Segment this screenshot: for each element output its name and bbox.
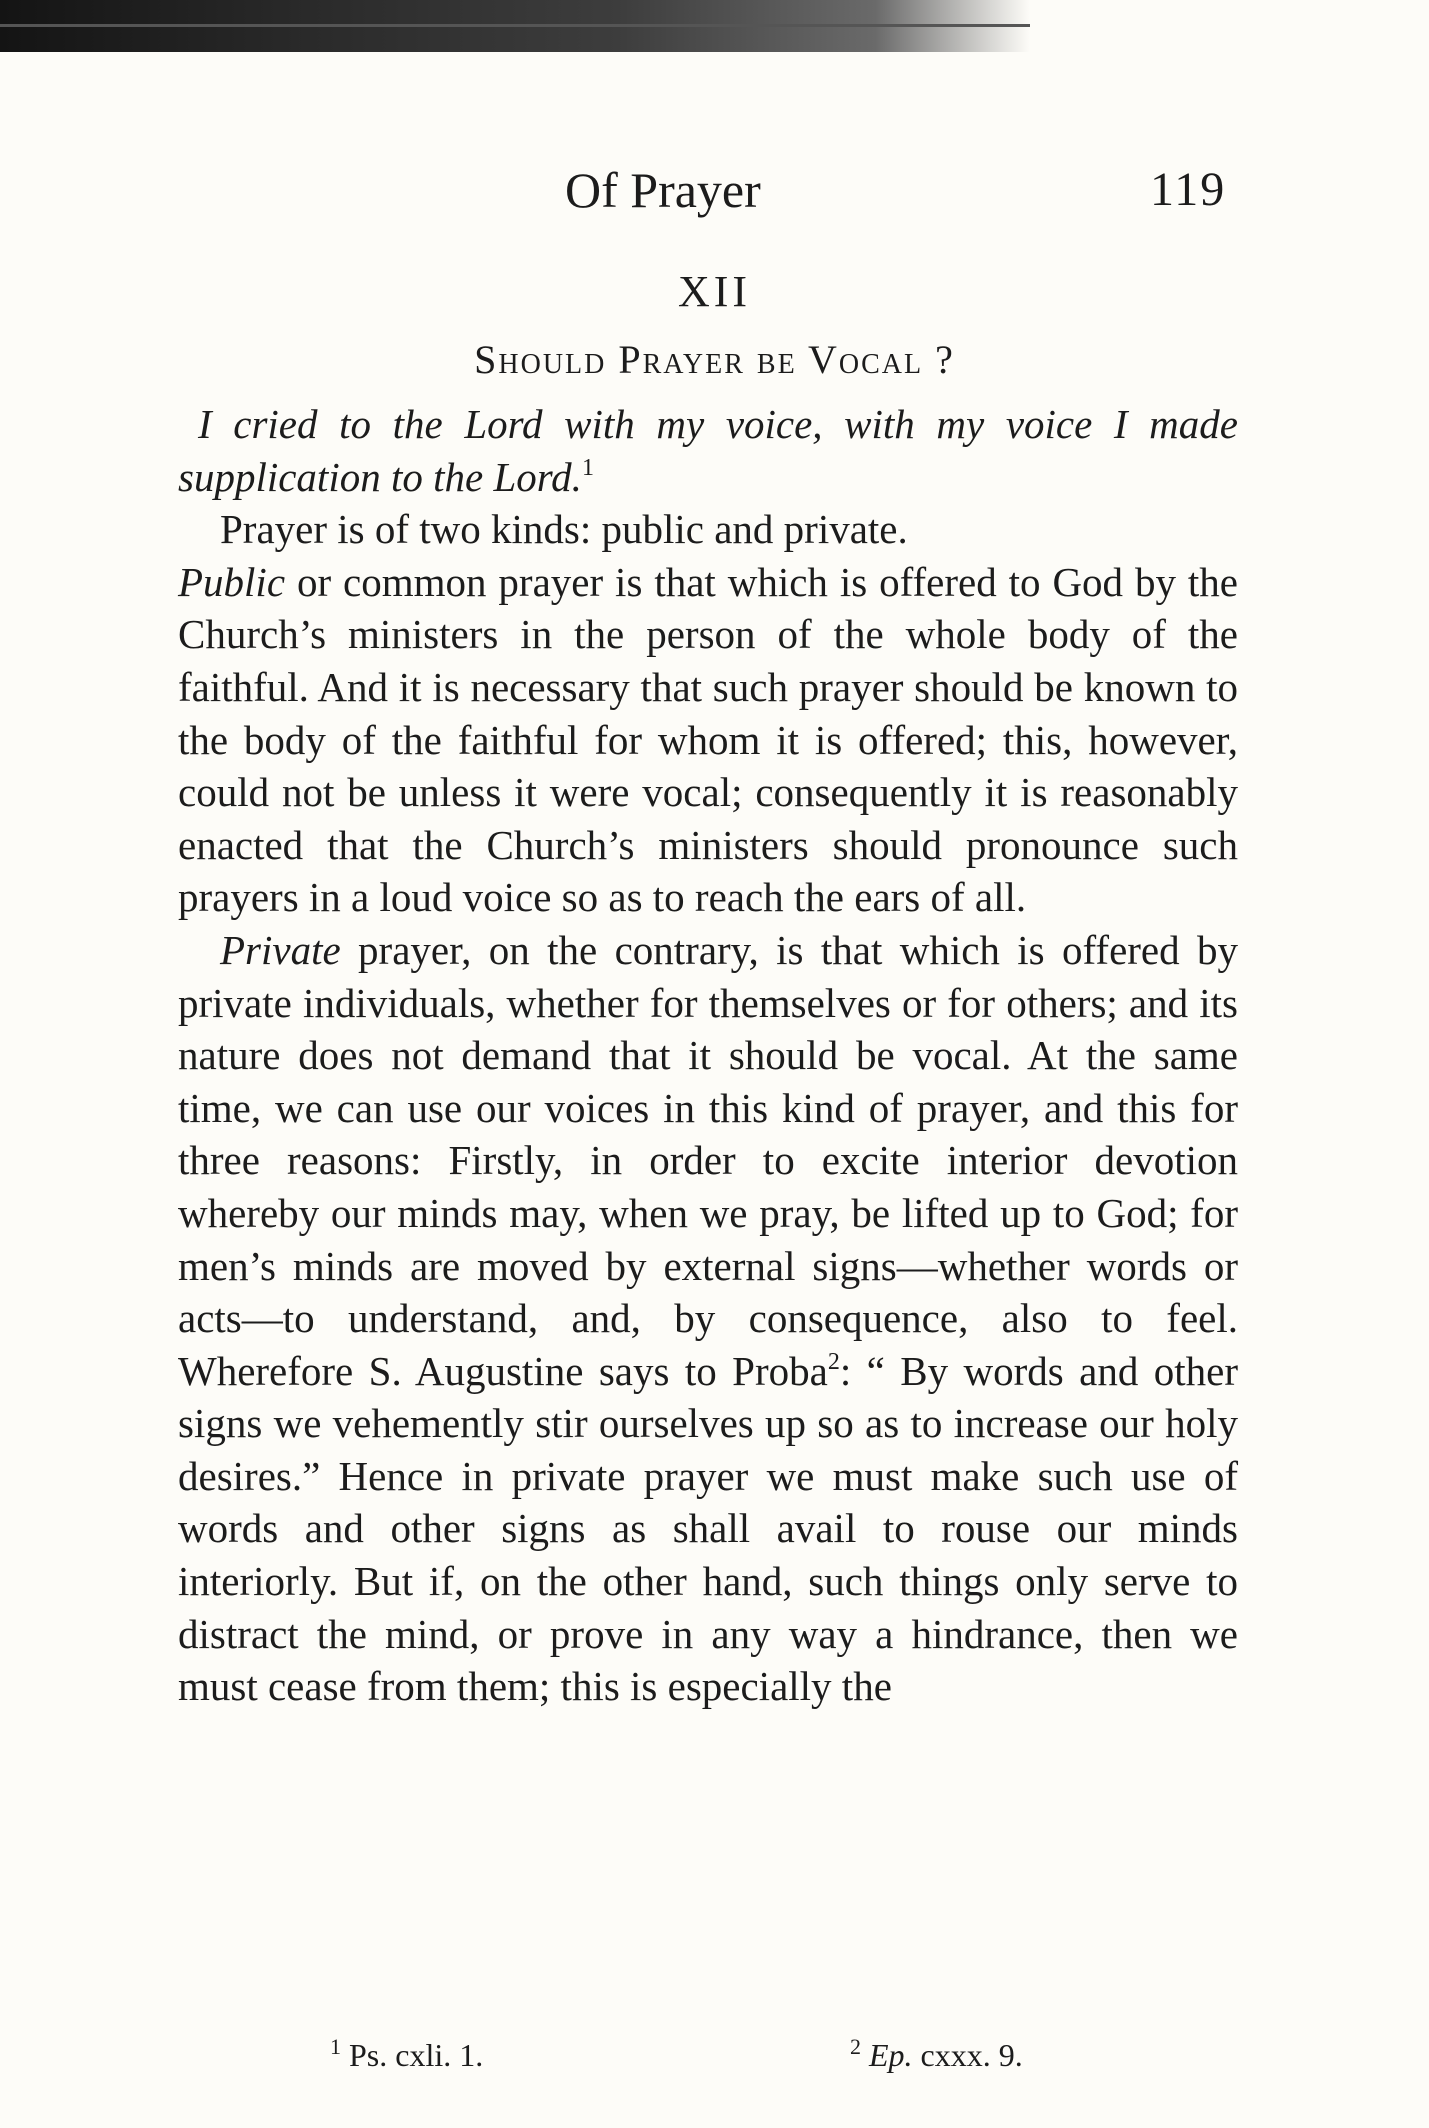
running-head — [0, 155, 1429, 225]
running-title: Of Prayer — [565, 162, 761, 218]
epigraph-text: I cried to the Lord with my voice, with my voice I made supplication to the Lord. — [178, 401, 1238, 500]
paragraph-public-prayer — [178, 503, 1238, 924]
epigraph — [178, 398, 1238, 503]
emphasis-private: Private — [220, 926, 341, 973]
paragraph-text: Prayer is of two kinds: public and private. — [220, 506, 908, 553]
footnote-text: cxxx. 9. — [912, 2037, 1023, 2073]
scan-edge-line — [0, 24, 1030, 27]
footnotes — [0, 2030, 1429, 2080]
paragraph-text: prayer, on the contrary, is that which is offered by private individuals, whether for themselves or for others; and its nature does not demand that it should be vocal. At the same time, we can use our voices in this kind of prayer, and this for three reasons: Firstly, in order to excite interior devotion whereby our minds may, when we pray, be lifted up to God; for men’s minds are moved by external signs—whether words or acts—to understand, and, by consequence, also to feel. Wherefore S. Augustine says to Proba — [178, 926, 1238, 1394]
chapter-number: XII — [677, 267, 752, 316]
paragraph-text: : “ By words and other signs we vehemently stir ourselves up so as to increase our holy desires.” Hence in private prayer we must make such use of words and other signs as shall avail to rouse our minds interiorly. But if, on the other hand, such things only serve to distract the mind, or prove in any way a hindrance, then we must cease from them; this is especially the — [178, 1347, 1238, 1710]
footnote-source: Ep. — [869, 2037, 913, 2073]
page-number: 119 — [1150, 163, 1227, 216]
footnote-ref-1: 1 — [581, 454, 594, 481]
footnote-mark: 2 — [850, 2034, 861, 2059]
body-text — [178, 398, 1238, 1713]
footnote-2 — [850, 2030, 1023, 2080]
footnote-mark: 1 — [330, 2034, 341, 2059]
footnote-1 — [330, 2030, 483, 2080]
footnote-text: Ps. cxli. 1. — [349, 2037, 484, 2073]
paragraph-private-prayer — [178, 924, 1238, 1713]
paragraph-text: or common prayer is that which is offered to God by the Church’s ministers in the person of the whole body of the faithful. And it is necessary that such prayer should be known to the body of the faithful for whom it is offered; this, however, could not be unless it were vocal; consequently it is reasonably enacted that the Church’s ministers should pronounce such prayers in a loud voice so as to reach the ears of all. — [178, 558, 1238, 921]
chapter-title: Should Prayer be Vocal ? — [474, 337, 955, 382]
footnote-ref-2: 2 — [827, 1348, 840, 1375]
emphasis-public: Public — [178, 558, 286, 605]
